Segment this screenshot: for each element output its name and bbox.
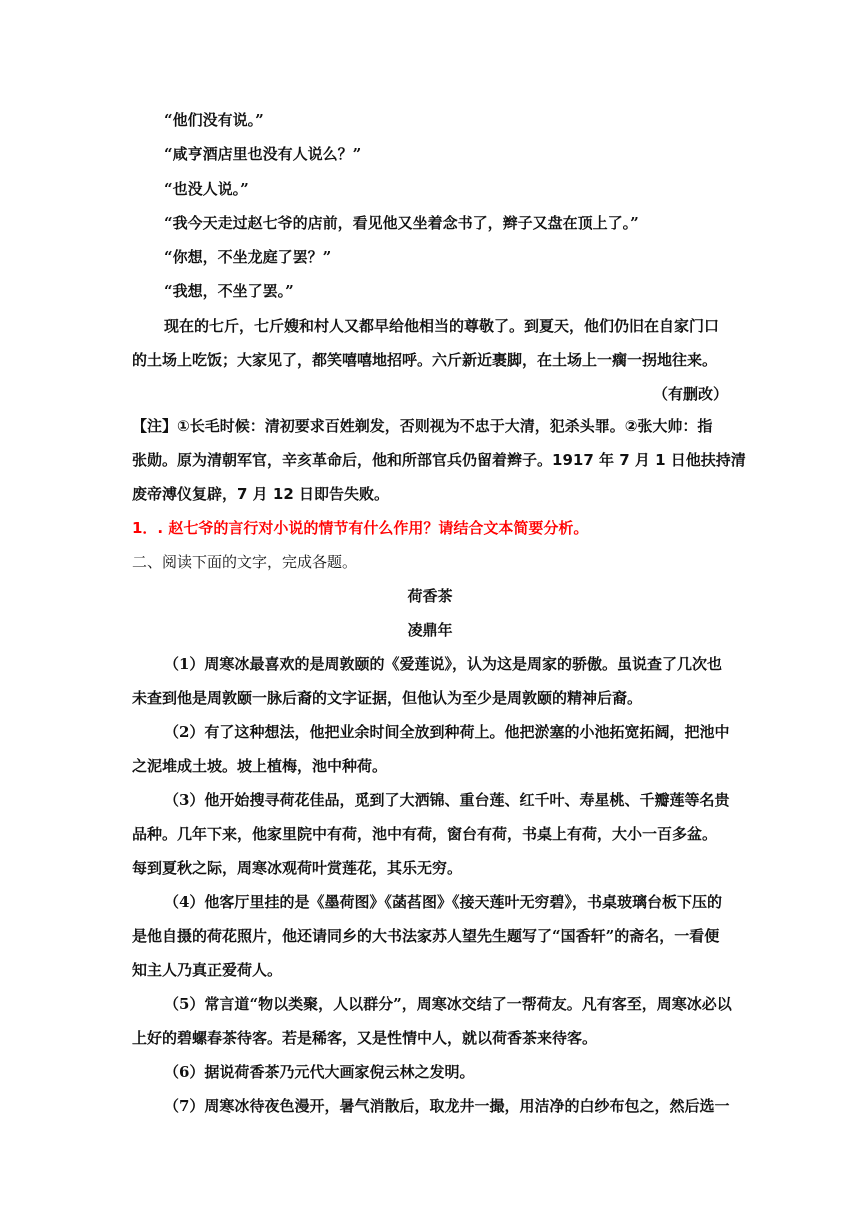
article-paragraph-line: （6）据说荷香茶乃元代大画家倪云林之发明。 [164, 1063, 475, 1081]
dialogue-line: “我今天走过赵七爷的店前，看见他又坐着念书了，辫子又盘在顶上了。” [164, 214, 639, 232]
article-paragraph-line: （5）常言道“物以类聚，人以群分”，周寒冰交结了一帮荷友。凡有客至，周寒冰必以 [164, 995, 732, 1013]
narration-line: 现在的七斤，七斤嫂和村人又都早给他相当的尊敬了。到夏天，他们仍旧在自家门口 [164, 317, 720, 335]
article-paragraph-line: （7）周寒冰待夜色漫开，暑气消散后，取龙井一撮，用洁净的白纱布包之，然后选一 [164, 1097, 730, 1115]
article-paragraph-line: 上好的碧螺春茶待客。若是稀客，又是性情中人，就以荷香茶来待客。 [132, 1029, 598, 1047]
article-paragraph-line: 未查到他是周敦颐一脉后裔的文字证据，但他认为至少是周敦颐的精神后裔。 [132, 689, 643, 707]
question-text: 1．. 赵七爷的言行对小说的情节有什么作用？请结合文本简要分析。 [132, 519, 589, 537]
article-paragraph-line: 每到夏秋之际，周寒冰观荷叶赏莲花，其乐无穷。 [132, 859, 463, 877]
article-paragraph-line: 品种。几年下来，他家里院中有荷，池中有荷，窗台有荷，书桌上有荷，大小一百多盆。 [132, 825, 718, 843]
annotation-line: 张勋。原为清朝军官，辛亥革命后，他和所部官兵仍留着辫子。1917 年 7 月 1 日他扶持清 [132, 451, 746, 469]
article-paragraph-line: 是他自摄的荷花照片，他还请同乡的大书法家苏人望先生题写了“国香轩”的斋名，一看便 [132, 927, 720, 945]
dialogue-line: “他们没有说。” [164, 111, 264, 129]
dialogue-line: “也没人说。” [164, 180, 249, 198]
article-paragraph-line: （4）他客厅里挂的是《墨荷图》《菡萏图》《接天莲叶无穷碧》，书桌玻璃台板下压的 [164, 893, 722, 911]
dialogue-line: “我想，不坐了罢。” [164, 282, 294, 300]
article-title: 荷香茶 [407, 587, 453, 605]
article-paragraph-line: （3）他开始搜寻荷花佳品，觅到了大洒锦、重台莲、红千叶、寿星桃、千瓣莲等名贵 [164, 791, 730, 809]
annotation-line: 【注】①长毛时候：清初要求百姓剃发，否则视为不忠于大清，犯杀头罪。②张大帅：指 [132, 417, 713, 435]
article-paragraph-line: （2）有了这种想法，他把业余时间全放到种荷上。他把淤塞的小池拓宽拓阔，把池中 [164, 723, 730, 741]
dialogue-line: “咸亨酒店里也没有人说么？” [164, 145, 362, 163]
section-heading: 二、阅读下面的文字，完成各题。 [132, 553, 358, 571]
article-author: 凌鼎年 [407, 621, 453, 639]
annotation-line: 废帝溥仪复辟，7 月 12 日即告失败。 [132, 485, 389, 503]
article-paragraph-line: 知主人乃真正爱荷人。 [132, 961, 283, 979]
dialogue-line: “你想，不坐龙庭了罢？” [164, 248, 332, 266]
edit-note: （有删改） [652, 385, 728, 403]
narration-line: 的土场上吃饭；大家见了，都笑嘻嘻地招呼。六斤新近裹脚，在土场上一瘸一拐地往来。 [132, 351, 718, 369]
article-paragraph-line: （1）周寒冰最喜欢的是周敦颐的《爱莲说》，认为这是周家的骄傲。虽说查了几次也 [164, 655, 722, 673]
article-paragraph-line: 之泥堆成土坡。坡上植梅，池中种荷。 [132, 757, 388, 775]
